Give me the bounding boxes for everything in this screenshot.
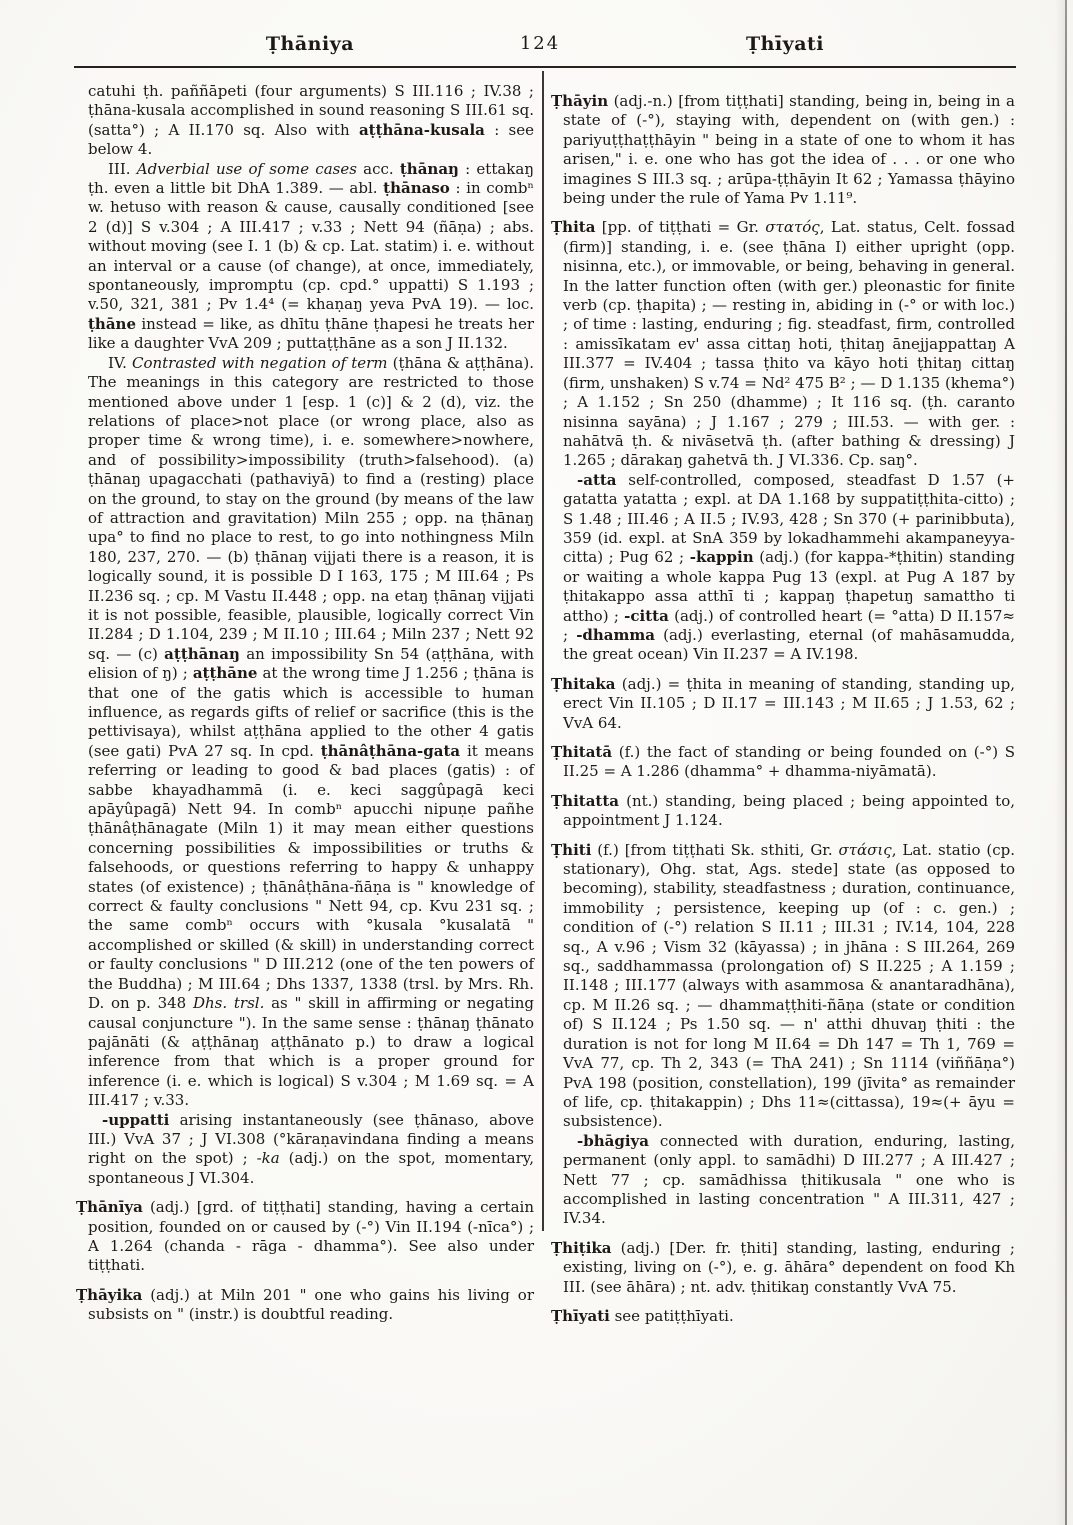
body-text: IV. [108, 353, 132, 372]
dict-compound-paragraph [76, 1111, 534, 1189]
headword: Ṭhitatta [551, 791, 619, 810]
body-text: [pp. of tiṭṭhati = Gr. [595, 218, 766, 237]
dict-entry [551, 792, 1015, 831]
body-text: instead = like, as dhītu ṭhāne ṭhapesi he treats her like a daughter VvA 209 ; puttaṭṭhāne as a son J II.132. [88, 314, 534, 353]
body-text: (adj.) [Der. fr. ṭhiti] standing, lasting, enduring ; existing, living on (-°), e. g. āhāra° dependent on food Kh III. (see āhāra) ; nt. adv. ṭhitikaŋ constantly VvA 75. [563, 1238, 1015, 1296]
body-text: : ettakaŋ ṭh. even a little bit DhA 1.389. — abl. [88, 159, 534, 198]
italic-text: -ka [256, 1149, 280, 1168]
bold-text: ṭhānaso [383, 179, 450, 198]
body-text: , Lat. statio (cp. stationary), Ohg. stat, Ags. stede] state (as opposed to becoming), stability, steadfastness ; duration, continuance, immobility ; persistence, keeping up (of : c. gen.) ; condition of (-°) relation S II.11 ; III.31 ; IV.14, 104, 228 sq., A v.96 ; Vism 32 (kāyassa) ; in jhāna : S III.264, 269 sq., saddhammassa (prolongation of) S II.225 ; A 1.159 ; II.148 ; III.177 (always with asammosa & anantaradhāna), cp. M II.26 sq. ; — dhammaṭṭhiti-ñāṇa (state or condition of) S II.124 ; Ps 1.50 sq. — n' atthi dhuvaŋ ṭhiti : the duration is not for long M II.64 = Dh 147 = Th 1, 769 = VvA 77, cp. Th 2, 343 (= ThA 241) ; Sn 1114 (viññāṇa°) PvA 198 (position, constellation), 199 (jīvita° as remainder of life, cp. ṭhitakappin) ; Dhs 11≈(cittassa), 19≈(+ āyu = subsistence). [563, 840, 1016, 1131]
bold-text: aṭṭhāne [192, 664, 258, 683]
body-text: (adj.) [grd. of tiṭṭhati] standing, having a certain position, founded on or caused by (-°) Vin II.194 (-nīca°) ; A 1.264 (chanda - rāga - dhamma°). See also under tiṭṭhati. [88, 1198, 534, 1275]
bold-text: -dhamma [576, 625, 655, 644]
italic-text: Adverbial use of some cases [136, 159, 357, 178]
bold-text: ṭhānâṭhāna-gata [320, 741, 461, 760]
scan-edge-artifact [1065, 0, 1067, 1525]
body-text: it means referring or leading to good & bad places (gatis) : of sabbe khayadhammā (i. e. keci saggûpagā keci apāyûpagā) Nett 94. In combⁿ apucchi nipuṇe pañhe ṭhānâṭhānagate (Miln 1) it may mean either questions concerning possibilities & impossibilities or truths & falsehoods, or questions referring to happy & unhappy states (of existence) ; ṭhānâṭhāna-ñāṇa is " knowledge of correct & faulty conclusions " Nett 94, cp. Kvu 231 sq. ; the same combⁿ occurs with °kusala °kusalatā " accomplished or skilled (& skill) in understanding correct or faulty conclusions " D III.212 (one of the ten powers of the Buddha) ; M III.64 ; Dhs 1337, 1338 (trsl. by Mrs. Rh. D. on p. 348 [88, 741, 534, 1013]
body-text: arising instantaneously (see ṭhānaso, above III.) VvA 37 ; J VI.308 (°kāraṇavindana finding a means right on the spot) ; [88, 1110, 534, 1168]
body-text: (adj.-n.) [from tiṭṭhati] standing, being in, being in a state of (-°), staying with, dependent on (with gen.) : pariyuṭṭhaṭṭhāyin " being in a state of one to whom it has arisen," i. e. one who has got the idea of . . . or one who imagines S III.3 sq. ; arūpa-ṭṭhāyin It 62 ; Yamassa ṭhāyino being under the rule of Yama Pv 1.11⁹. [563, 92, 1015, 208]
body-text: acc. [356, 159, 400, 178]
dict-entry [551, 743, 1015, 782]
dict-entry [76, 1198, 534, 1276]
body-text: (nt.) standing, being placed ; being appointed to, appointment J 1.124. [563, 791, 1015, 830]
dict-compound-paragraph [551, 471, 1015, 665]
headword: Ṭhānīya [76, 1198, 143, 1217]
dict-entry [551, 1307, 1015, 1326]
dict-entry [551, 218, 1015, 470]
italic-text: Contrasted with negation of term [131, 353, 388, 372]
column-divider [542, 71, 544, 1231]
headword: Ṭhāyin [551, 92, 609, 110]
bold-text: -citta [624, 606, 669, 625]
body-text: (adj.) everlasting, eternal (of mahāsamudda, the great ocean) Vin II.237 = A IV.198. [563, 625, 1015, 664]
bold-text: aṭṭhāna-kusala [358, 120, 485, 139]
dict-compound-paragraph [551, 1132, 1015, 1229]
headword: Ṭhiṭika [551, 1238, 612, 1257]
headword: Ṭhiti [551, 840, 592, 859]
body-text: at the wrong time J 1.256 ; ṭhāna is that one of the gatis which is accessible to human influence, as regards gifts of relief or sacrifice (this is the pettivisaya), whilst aṭṭhāna applied to the other 4 gatis (see gati) PvA 27 sq. In cpd. [88, 664, 534, 760]
italic-text: Dhs. trsl. [192, 994, 265, 1013]
body-text: self-controlled, composed, steadfast D 1.57 (+ gatatta yatatta ; expl. at DA 1.168 by suppatiṭṭhita-citto) ; S 1.48 ; III.46 ; A II.5 ; IV.93, 428 ; Sn 370 (+ parinibbuta), 359 (id. expl. at SnA 359 by lokadhammehi akampaneyya-citta) ; Pug 62 ; [563, 470, 1015, 567]
bold-text: -uppatti [102, 1110, 170, 1129]
headword: Ṭhāyika [76, 1285, 143, 1304]
body-text: (f.) [from tiṭṭhati Sk. sthiti, Gr. [591, 840, 839, 859]
bold-text: ṭhānaŋ [399, 159, 459, 178]
body-text: (adj.) = ṭhita in meaning of standing, standing up, erect Vin II.105 ; D II.17 = III.143 ; M II.65 ; J 1.53, 62 ; VvA 64. [563, 674, 1015, 732]
headword: Ṭhita [551, 218, 596, 237]
dict-numbered-paragraph [76, 160, 534, 354]
headword: Ṭhitatā [551, 743, 613, 761]
dict-entry [76, 1286, 534, 1325]
headword: Ṭhīyati [551, 1306, 610, 1325]
continuation-paragraph [76, 82, 534, 160]
dict-numbered-paragraph [76, 354, 534, 1111]
body-text: (f.) the fact of standing or being founded on (-°) S II.25 = A 1.286 (dhamma° + dhamma-niyāmatā). [563, 743, 1015, 781]
body-text: (adj.) (for kappa-*ṭhitin) standing or waiting a whole kappa Pug 13 (expl. at Pug A 187 by ṭhitakappo assa atthī ti ; kappaŋ ṭhapetuŋ samattho ti attho) ; [563, 548, 1015, 625]
bold-text: -kappin [689, 548, 754, 567]
page-header [0, 33, 1073, 59]
bold-text: -bhāgiya [577, 1131, 649, 1150]
italic-text: στάσις [838, 840, 892, 859]
bold-text: ṭhāne [88, 314, 137, 333]
body-text: , Lat. status, Celt. fossad (firm)] standing, i. e. (see ṭhāna I) either upright (opp. nisinna, etc.), or immovable, or being, behaving in general. In the latter function often (with ger.) pleonastic for finite verb (cp. ṭhapita) ; — resting in, abiding in (-° or with loc.) ; of time : lasting, enduring ; fig. steadfast, firm, controlled : amissīkatam ev' assa cittaŋ hoti, ṭhitaŋ ānejjappattaŋ A III.377 = IV.404 ; tassa ṭhito va kāyo hoti ṭhitaŋ cittaŋ (firm, unshaken) S v.74 = Nd² 475 B² ; — D 1.135 (khema°) ; A 1.152 ; Sn 250 (dhamme) ; It 116 sq. (ṭh. caranto nisinna sayāna) ; J 1.167 ; 279 ; III.53. — with ger. : nahātvā ṭh. & nivāsetvā ṭh. (after bathing & dressing) J 1.265 ; dārakaŋ gahetvā th. J VI.336. Cp. saŋ°. [563, 218, 1015, 470]
body-text: an impossibility Sn 54 (aṭṭhāna, with elision of ŋ) ; [88, 644, 534, 683]
page-number: 124 [519, 33, 561, 54]
right-column [551, 82, 1015, 1326]
body-text: : see below 4. [88, 120, 535, 159]
italic-text: στατός [765, 218, 820, 237]
dict-entry [551, 92, 1015, 208]
body-text: catuhi ṭh. paññāpeti (four arguments) S III.116 ; IV.38 ; ṭhāna-kusala accomplished in sound reasoning S III.61 sq. (satta°) ; A II.170 sq. Also with [88, 82, 534, 139]
dict-entry [551, 841, 1015, 1132]
bold-text: -atta [577, 470, 617, 489]
scan-shadow-artifact [1055, 0, 1065, 1525]
body-text: : in combⁿ w. hetuso with reason & cause, causally conditioned [see 2 (d)] S v.304 ; A III.417 ; v.33 ; Nett 94 (ñāṇa) ; abs. without moving (see I. 1 (b) & cp. Lat. statim) i. e. without an interval or a cause (of change), at once, immediately, spontaneously, impromptu (cp. cpd.° uppatti) S 1.193 ; v.50, 321, 381 ; Pv 1.4⁴ (= khaṇaŋ yeva PvA 19). — loc. [88, 179, 534, 314]
header-rule [74, 66, 1016, 68]
body-text: (ṭhāna & aṭṭhāna). The meanings in this category are restricted to those mentioned above under 1 [esp. 1 (c)] & 2 (d), viz. the relations of place>not place (or wrong place, also as proper time & wrong time), i. e. somewhere>nowhere, and of possibility>impossibility (truth>falsehood). (a) ṭhānaŋ upagacchati (pathaviyā) to find a (resting) place on the ground, to stay on the ground (by means of the law of attraction and gravitation) Miln 255 ; opp. na ṭhānaŋ upa° to find no place to rest, to go into nothingness Miln 180, 237, 270. — (b) ṭhānaŋ vijjati there is a reason, it is logically sound, it is possible D I 163, 175 ; M III.64 ; Ps II.236 sq. ; cp. M Vastu II.448 ; opp. na etaŋ ṭhānaŋ vijjati it is not possible, feasible, plausible, logically correct Vin II.284 ; D 1.104, 239 ; M II.10 ; III.64 ; Miln 237 ; Nett 92 sq. — (c) [88, 353, 534, 663]
left-column [76, 82, 534, 1325]
body-text: (adj.) at Miln 201 " one who gains his living or subsists on " (instr.) is doubtful reading. [88, 1285, 534, 1324]
bold-text: aṭṭhānaŋ [164, 644, 240, 663]
body-text: III. [108, 159, 137, 178]
dict-entry [551, 675, 1015, 733]
body-text: (adj.) of controlled heart (= °atta) D II.157≈ ; [563, 606, 1015, 644]
body-text: (adj.) on the spot, momentary, spontaneous J VI.304. [88, 1149, 534, 1187]
body-text: as " skill in affirming or negating causal conjuncture "). In the same sense : ṭhānaŋ ṭhānato pajānāti (& aṭṭhānaŋ aṭṭhānato p.) to draw a logical inference from that which is a proper ground for inference (i. e. which is logical) S v.304 ; M 1.69 sq. = A III.417 ; v.33. [88, 994, 535, 1110]
header-keyword-left: Ṭhāniya [265, 33, 355, 55]
body-text: see patiṭṭhīyati. [609, 1306, 734, 1325]
header-keyword-right: Ṭhīyati [745, 33, 824, 55]
body-text: connected with duration, enduring, lasting, permanent (only appl. to samādhi) D III.277 ; A III.427 ; Nett 77 ; cp. samādhissa ṭhitikusala " one who is accomplished in lasting concentration " A III.311, 427 ; IV.34. [563, 1131, 1015, 1228]
dict-entry [551, 1239, 1015, 1297]
headword: Ṭhitaka [551, 674, 616, 693]
